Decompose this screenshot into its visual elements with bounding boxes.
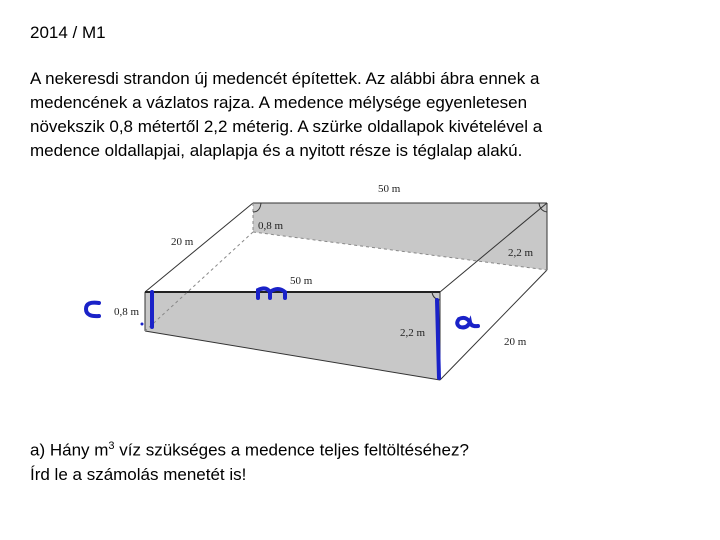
- handwritten-c: [86, 303, 99, 317]
- description-line: A nekeresdi strandon új medencét építettek. Az alábbi ábra ennek a: [30, 69, 540, 88]
- description-line: növekszik 0,8 métertől 2,2 méterig. A szürke oldallapok kivételével a: [30, 117, 543, 136]
- front-side-face: [145, 292, 440, 380]
- question-exponent: 3: [108, 440, 115, 452]
- question-suffix: víz szükséges a medence teljes feltöltéséhez?: [114, 440, 469, 460]
- question-a: [30, 434, 469, 487]
- label-length-front: 50 m: [290, 275, 313, 287]
- ink-dot: [141, 323, 144, 326]
- label-depth-back-deep: 2,2 m: [508, 247, 534, 259]
- back-side-face: [253, 203, 547, 270]
- label-width-right: 20 m: [504, 336, 527, 348]
- question-prefix: a) Hány m: [30, 440, 109, 460]
- description-line: medencének a vázlatos rajza. A medence mélysége egyenletesen: [30, 93, 528, 112]
- question-line-1: [30, 434, 469, 463]
- label-length-top: 50 m: [378, 183, 401, 195]
- label-width-left: 20 m: [171, 236, 194, 248]
- handwritten-a: [457, 318, 478, 328]
- highlight-front-deep-edge: [437, 300, 439, 378]
- description-line: medence oldallapjai, alaplapja és a nyitott része is téglalap alakú.: [30, 141, 523, 160]
- question-line-2: Írd le a számolás menetét is!: [30, 464, 247, 484]
- label-depth-back-shallow: 0,8 m: [258, 220, 284, 232]
- label-depth-front-deep: 2,2 m: [400, 327, 426, 339]
- task-title: 2014 / M1: [30, 23, 106, 42]
- label-depth-front-shallow: 0,8 m: [114, 306, 140, 318]
- top-left-edge: [145, 203, 253, 292]
